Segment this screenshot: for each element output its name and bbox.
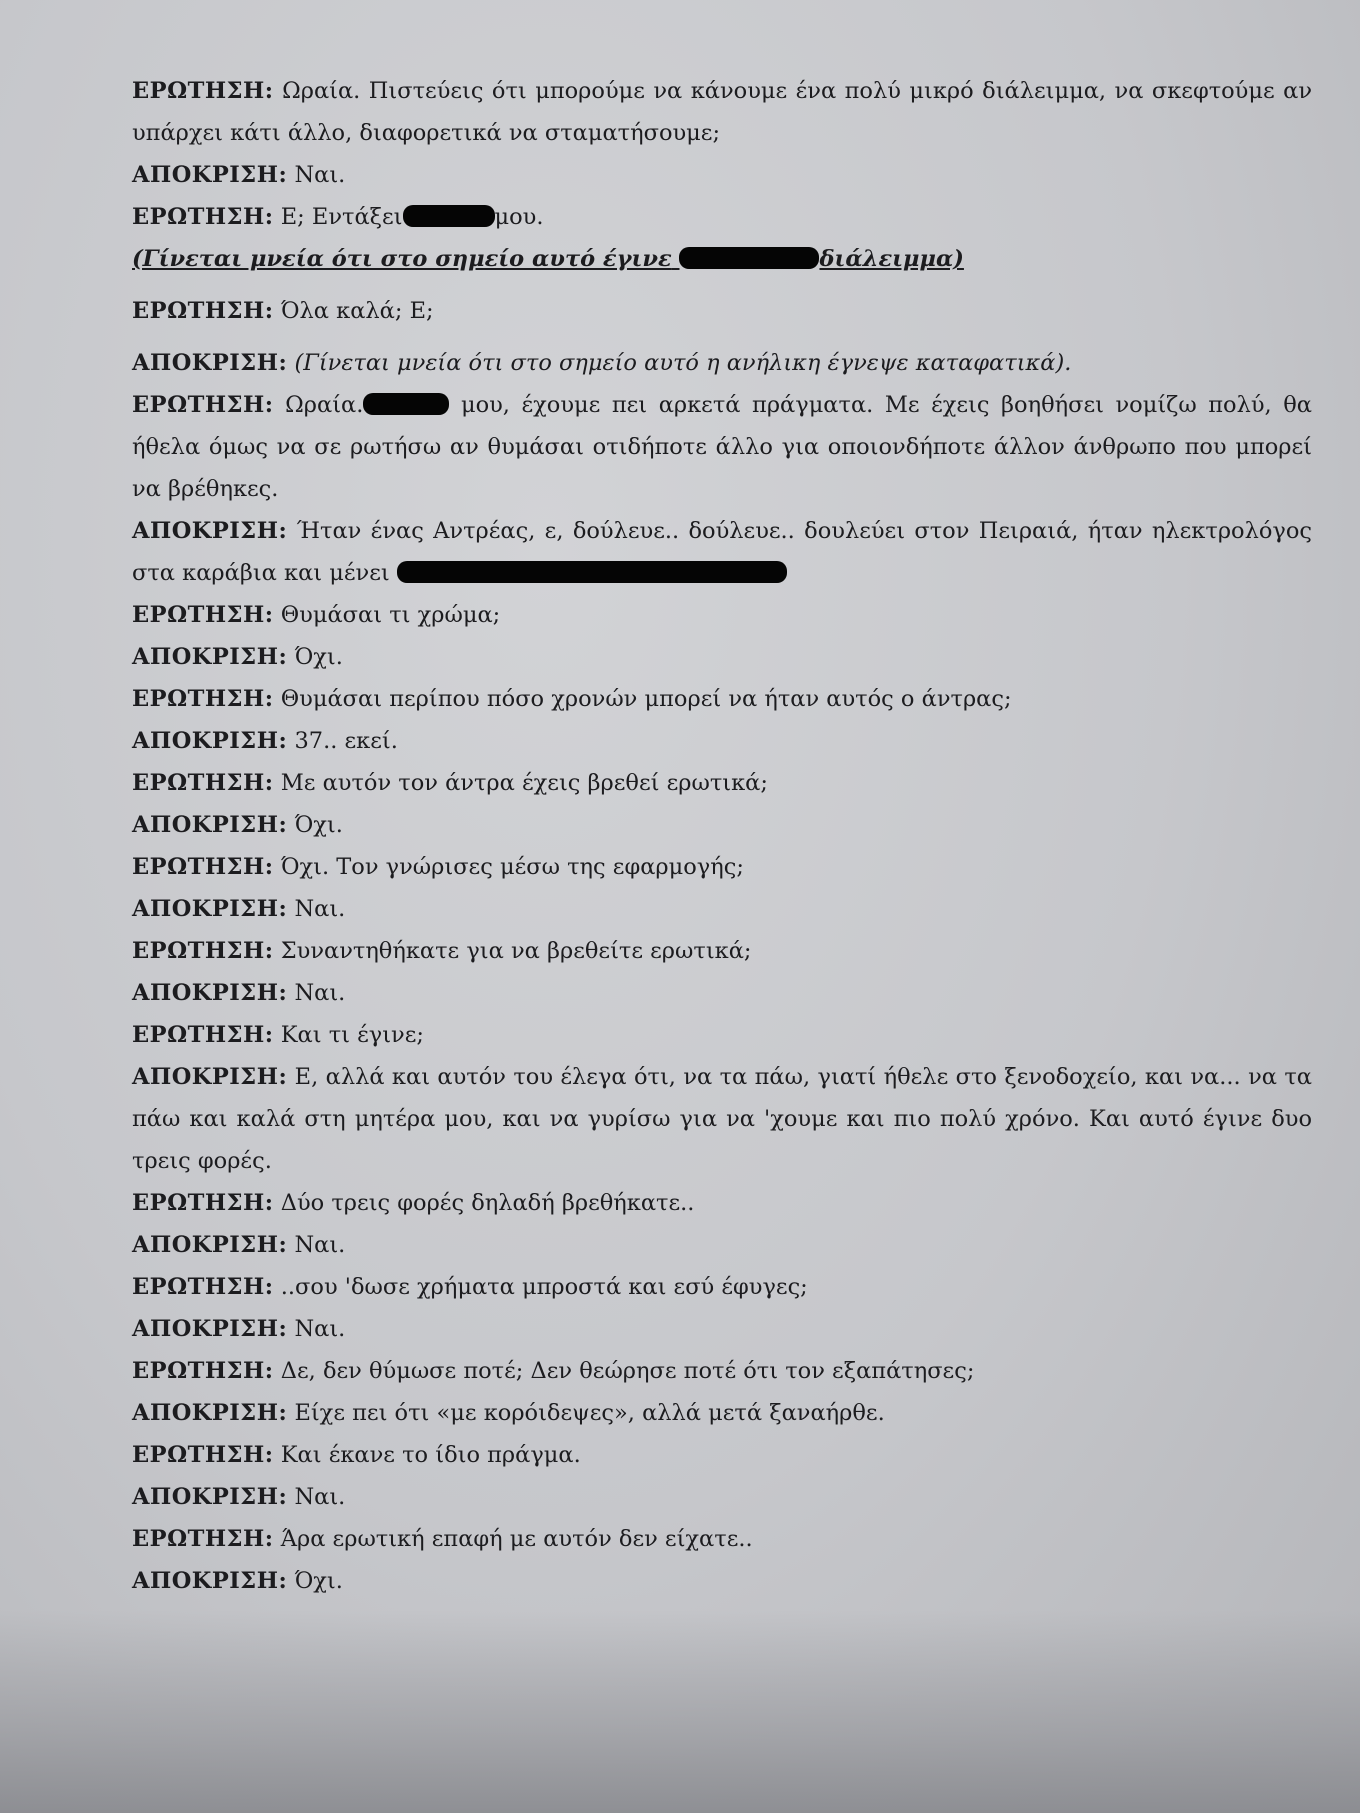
transcript-line	[132, 1224, 1312, 1266]
redaction-mark	[403, 205, 495, 227]
transcript-line	[132, 196, 1312, 238]
question-label: ΕΡΩΤΗΣΗ:	[132, 204, 274, 230]
line-text: Ωραία. Πιστεύεις ότι μπορούμε να κάνουμε ένα πολύ μικρό διάλειμμα, να σκεφτούμε αν υπάρχει κάτι άλλο, διαφορετικά να σταματήσουμε;	[132, 78, 1312, 146]
answer-label: ΑΠΟΚΡΙΣΗ:	[132, 896, 288, 922]
answer-label: ΑΠΟΚΡΙΣΗ:	[132, 1568, 288, 1594]
redaction-mark	[397, 561, 787, 583]
transcript-line	[132, 384, 1312, 510]
answer-label: ΑΠΟΚΡΙΣΗ:	[132, 350, 288, 376]
line-text: Όχι.	[294, 644, 343, 670]
line-text: Ναι.	[294, 896, 346, 922]
question-label: ΕΡΩΤΗΣΗ:	[132, 602, 274, 628]
transcript-line	[132, 972, 1312, 1014]
answer-label: ΑΠΟΚΡΙΣΗ:	[132, 728, 288, 754]
transcript-line	[132, 762, 1312, 804]
line-text: Και τι έγινε;	[280, 1022, 424, 1048]
line-text: Και έκανε το ίδιο πράγμα.	[280, 1442, 581, 1468]
line-text: Δύο τρεις φορές δηλαδή βρεθήκατε..	[280, 1190, 695, 1216]
question-label: ΕΡΩΤΗΣΗ:	[132, 1526, 274, 1552]
transcript-line	[132, 1014, 1312, 1056]
transcript-line	[132, 1560, 1312, 1602]
line-text: Με αυτόν τον άντρα έχεις βρεθεί ερωτικά;	[280, 770, 768, 796]
note-text: διάλειμμα)	[819, 246, 964, 272]
answer-label: ΑΠΟΚΡΙΣΗ:	[132, 518, 288, 544]
transcript-line	[132, 1476, 1312, 1518]
answer-label: ΑΠΟΚΡΙΣΗ:	[132, 1484, 288, 1510]
page-shadow	[0, 1610, 1360, 1813]
question-label: ΕΡΩΤΗΣΗ:	[132, 1442, 274, 1468]
question-label: ΕΡΩΤΗΣΗ:	[132, 1022, 274, 1048]
line-text: Όχι.	[294, 1568, 343, 1594]
redaction-mark	[679, 247, 819, 269]
question-label: ΕΡΩΤΗΣΗ:	[132, 392, 274, 418]
line-text: Ε; Εντάξει	[280, 204, 403, 230]
line-text: (Γίνεται μνεία ότι στο σημείο αυτό η ανήλικη έγνεψε καταφατικά).	[294, 350, 1072, 376]
transcript-line	[132, 342, 1312, 384]
line-text: 37.. εκεί.	[294, 728, 398, 754]
transcript-line	[132, 1182, 1312, 1224]
answer-label: ΑΠΟΚΡΙΣΗ:	[132, 1316, 288, 1342]
line-text: Όλα καλά; Ε;	[280, 298, 434, 324]
transcript-line	[132, 290, 1312, 332]
transcript-line	[132, 594, 1312, 636]
transcript	[132, 70, 1312, 1602]
line-text: μου.	[494, 204, 544, 230]
transcript-line	[132, 678, 1312, 720]
transcript-line	[132, 720, 1312, 762]
answer-label: ΑΠΟΚΡΙΣΗ:	[132, 644, 288, 670]
transcript-line	[132, 1350, 1312, 1392]
line-text: Ναι.	[294, 980, 346, 1006]
question-label: ΕΡΩΤΗΣΗ:	[132, 78, 274, 104]
question-label: ΕΡΩΤΗΣΗ:	[132, 298, 274, 324]
line-text: Ήταν ένας Αντρέας, ε, δούλευε.. δούλευε.. δουλεύει στον Πειραιά, ήταν ηλεκτρολόγος στα καράβια και μένει	[132, 518, 1312, 586]
transcript-line	[132, 888, 1312, 930]
transcript-line	[132, 510, 1312, 594]
line-text: ..σου 'δωσε χρήματα μπροστά και εσύ έφυγες;	[280, 1274, 808, 1300]
transcript-line	[132, 804, 1312, 846]
line-text: Ναι.	[294, 162, 346, 188]
transcript-line	[132, 1518, 1312, 1560]
line-text: Όχι. Τον γνώρισες μέσω της εφαρμογής;	[280, 854, 744, 880]
transcript-line	[132, 1266, 1312, 1308]
line-text: Θυμάσαι περίπου πόσο χρονών μπορεί να ήταν αυτός ο άντρας;	[280, 686, 1012, 712]
line-text: Ναι.	[294, 1484, 346, 1510]
answer-label: ΑΠΟΚΡΙΣΗ:	[132, 162, 288, 188]
redaction-mark	[363, 393, 449, 415]
line-text: Είχε πει ότι «με κορόιδεψες», αλλά μετά ξαναήρθε.	[294, 1400, 885, 1426]
line-text: Ναι.	[294, 1232, 346, 1258]
question-label: ΕΡΩΤΗΣΗ:	[132, 770, 274, 796]
transcript-line	[132, 930, 1312, 972]
answer-label: ΑΠΟΚΡΙΣΗ:	[132, 1232, 288, 1258]
procedural-note	[132, 238, 1312, 280]
question-label: ΕΡΩΤΗΣΗ:	[132, 686, 274, 712]
line-text: Άρα ερωτική επαφή με αυτόν δεν είχατε..	[280, 1526, 753, 1552]
transcript-line	[132, 154, 1312, 196]
line-text: Ναι.	[294, 1316, 346, 1342]
line-text: Ωραία.	[285, 392, 364, 418]
question-label: ΕΡΩΤΗΣΗ:	[132, 1358, 274, 1384]
transcript-line	[132, 70, 1312, 154]
question-label: ΕΡΩΤΗΣΗ:	[132, 854, 274, 880]
answer-label: ΑΠΟΚΡΙΣΗ:	[132, 1064, 288, 1090]
line-text: Όχι.	[294, 812, 343, 838]
line-text: Δε, δεν θύμωσε ποτέ; Δεν θεώρησε ποτέ ότι τον εξαπάτησες;	[280, 1358, 975, 1384]
question-label: ΕΡΩΤΗΣΗ:	[132, 1190, 274, 1216]
note-text: (Γίνεται μνεία ότι στο σημείο αυτό έγινε	[132, 246, 672, 272]
transcript-line	[132, 1434, 1312, 1476]
line-text: Θυμάσαι τι χρώμα;	[280, 602, 501, 628]
question-label: ΕΡΩΤΗΣΗ:	[132, 938, 274, 964]
line-text: Συναντηθήκατε για να βρεθείτε ερωτικά;	[280, 938, 752, 964]
answer-label: ΑΠΟΚΡΙΣΗ:	[132, 1400, 288, 1426]
line-text: μου, έχουμε πει αρκετά πράγματα. Με έχεις βοηθήσει νομίζω πολύ, θα ήθελα όμως να σε ρωτήσω αν θυμάσαι οτιδήποτε άλλο για οποιονδήποτε άλλον άνθρωπο που μπορεί να βρέθηκες.	[132, 392, 1312, 502]
transcript-line	[132, 1392, 1312, 1434]
transcript-line	[132, 636, 1312, 678]
answer-label: ΑΠΟΚΡΙΣΗ:	[132, 812, 288, 838]
transcript-line	[132, 1056, 1312, 1182]
transcript-line	[132, 1308, 1312, 1350]
transcript-line	[132, 846, 1312, 888]
line-text: Ε, αλλά και αυτόν του έλεγα ότι, να τα πάω, γιατί ήθελε στο ξενοδοχείο, και να... να τα πάω και καλά στη μητέρα μου, και να γυρίσω για να 'χουμε και πιο πολύ χρόνο. Και αυτό έγινε δυο τρεις φορές.	[132, 1064, 1312, 1174]
answer-label: ΑΠΟΚΡΙΣΗ:	[132, 980, 288, 1006]
question-label: ΕΡΩΤΗΣΗ:	[132, 1274, 274, 1300]
